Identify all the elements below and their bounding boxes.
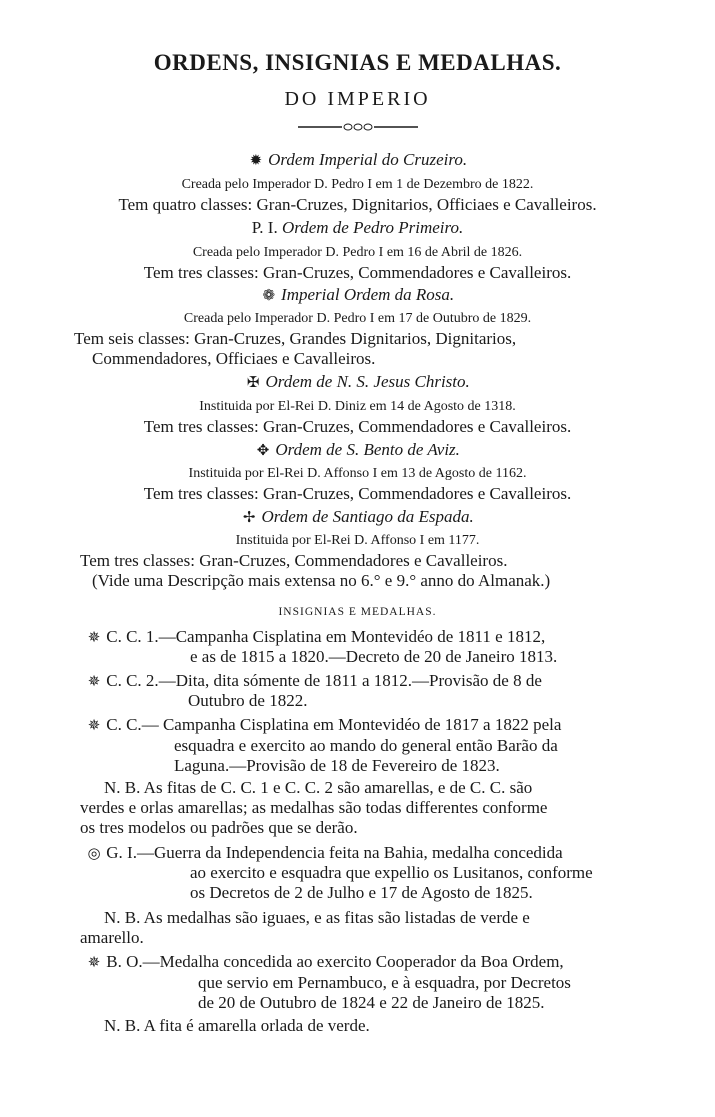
rosa-icon: ❁: [262, 288, 276, 304]
order-reference: (Vide uma Descripção mais extensa no 6.° e 9.° anno do Almanak.): [92, 571, 551, 590]
note-line: amarello.: [80, 928, 144, 947]
section-heading: INSIGNIAS E MEDALHAS.: [278, 606, 437, 618]
note-line: os tres modelos ou padrões que se derão.: [80, 818, 358, 837]
order-founded: Creada pelo Imperador D. Pedro I em 1 de Dezembro de 1822.: [181, 177, 534, 192]
ring-medal-icon: ◎: [87, 846, 101, 862]
medal-entry-line: e as de 1815 a 1820.—Decreto de 20 de Janeiro 1813.: [190, 647, 558, 666]
note-line: verdes e orlas amarellas; as medalhas são todas differentes conforme: [80, 798, 548, 817]
medal-entry-line: Laguna.—Provisão de 18 de Fevereiro de 1823.: [174, 756, 500, 775]
order-classes: Tem seis classes: Gran-Cruzes, Grandes Dignitarios, Dignitarios,: [74, 329, 517, 348]
medal-entry: ◎ G. I.—Guerra da Independencia feita na Bahia, medalha concedida: [87, 843, 563, 862]
medal-entry-line: esquadra e exercito ao mando do general então Barão da: [174, 736, 558, 755]
page-subtitle: DO IMPERIO: [284, 88, 431, 110]
order-title: P. I. Ordem de Pedro Primeiro.: [251, 218, 464, 237]
medal-entry: ✵ B. O.—Medalha concedida ao exercito Cooperador da Boa Ordem,: [87, 952, 564, 971]
order-founded: Instituida por El-Rei D. Diniz em 14 de Agosto de 1318.: [199, 399, 516, 414]
order-title: ✢ Ordem de Santiago da Espada.: [242, 507, 474, 526]
medal-entry-line: os Decretos de 2 de Julho e 17 de Agosto de 1825.: [190, 883, 533, 902]
medal-entry-line: Outubro de 1822.: [188, 691, 308, 710]
note: N. B. A fita é amarella orlada de verde.: [104, 1016, 370, 1035]
order-founded: Instituida por El-Rei D. Affonso I em 1177.: [235, 533, 480, 548]
medal-entry: ✵ C. C.— Campanha Cisplatina em Montevidéo de 1817 a 1822 pela: [87, 715, 562, 734]
star-medal-icon: ✵: [87, 955, 101, 971]
christo-cross-icon: ✠: [246, 375, 260, 391]
order-title: ✹ Ordem Imperial do Cruzeiro.: [249, 150, 468, 169]
star-medal-icon: ✵: [87, 718, 101, 734]
star-medal-icon: ✵: [87, 674, 101, 690]
aviz-cross-icon: ✥: [256, 443, 270, 459]
order-classes: Tem tres classes: Gran-Cruzes, Commendadores e Cavalleiros.: [143, 417, 572, 436]
ornamental-rule: [298, 122, 418, 132]
order-classes: Tem tres classes: Gran-Cruzes, Commendadores e Cavalleiros.: [143, 484, 572, 503]
santiago-cross-icon: ✢: [242, 510, 256, 526]
order-classes: Tem tres classes: Gran-Cruzes, Commendadores e Cavalleiros.: [143, 263, 572, 282]
medal-entry-line: que servio em Pernambuco, e à esquadra, por Decretos: [198, 973, 571, 992]
page-title: ORDENS, INSIGNIAS E MEDALHAS.: [153, 50, 562, 75]
cruzeiro-icon: ✹: [249, 153, 263, 169]
note: N. B. As fitas de C. C. 1 e C. C. 2 são amarellas, e de C. C. são: [104, 778, 533, 797]
order-founded: Creada pelo Imperador D. Pedro I em 16 de Abril de 1826.: [192, 245, 523, 260]
order-classes: Commendadores, Officiaes e Cavalleiros.: [92, 349, 376, 368]
order-founded: Creada pelo Imperador D. Pedro I em 17 de Outubro de 1829.: [183, 311, 532, 326]
order-title: ❁ Imperial Ordem da Rosa.: [262, 285, 455, 304]
star-medal-icon: ✵: [87, 630, 101, 646]
order-title: ✠ Ordem de N. S. Jesus Christo.: [246, 372, 470, 391]
medal-entry-line: ao exercito e esquadra que expellio os Lusitanos, conforme: [190, 863, 593, 882]
order-title: ✥ Ordem de S. Bento de Aviz.: [256, 440, 460, 459]
order-classes: Tem quatro classes: Gran-Cruzes, Dignitarios, Officiaes e Cavalleiros.: [118, 195, 597, 214]
order-classes: Tem tres classes: Gran-Cruzes, Commendadores e Cavalleiros.: [80, 551, 508, 570]
medal-entry: ✵ C. C. 2.—Dita, dita sómente de 1811 a 1812.—Provisão de 8 de: [87, 671, 542, 690]
medal-entry: ✵ C. C. 1.—Campanha Cisplatina em Montevidéo de 1811 e 1812,: [87, 627, 546, 646]
medal-entry-line: de 20 de Outubro de 1824 e 22 de Janeiro de 1825.: [198, 993, 545, 1012]
note: N. B. As medalhas são iguaes, e as fitas são listadas de verde e: [104, 908, 530, 927]
order-founded: Instituida por El-Rei D. Affonso I em 13 de Agosto de 1162.: [188, 466, 527, 481]
